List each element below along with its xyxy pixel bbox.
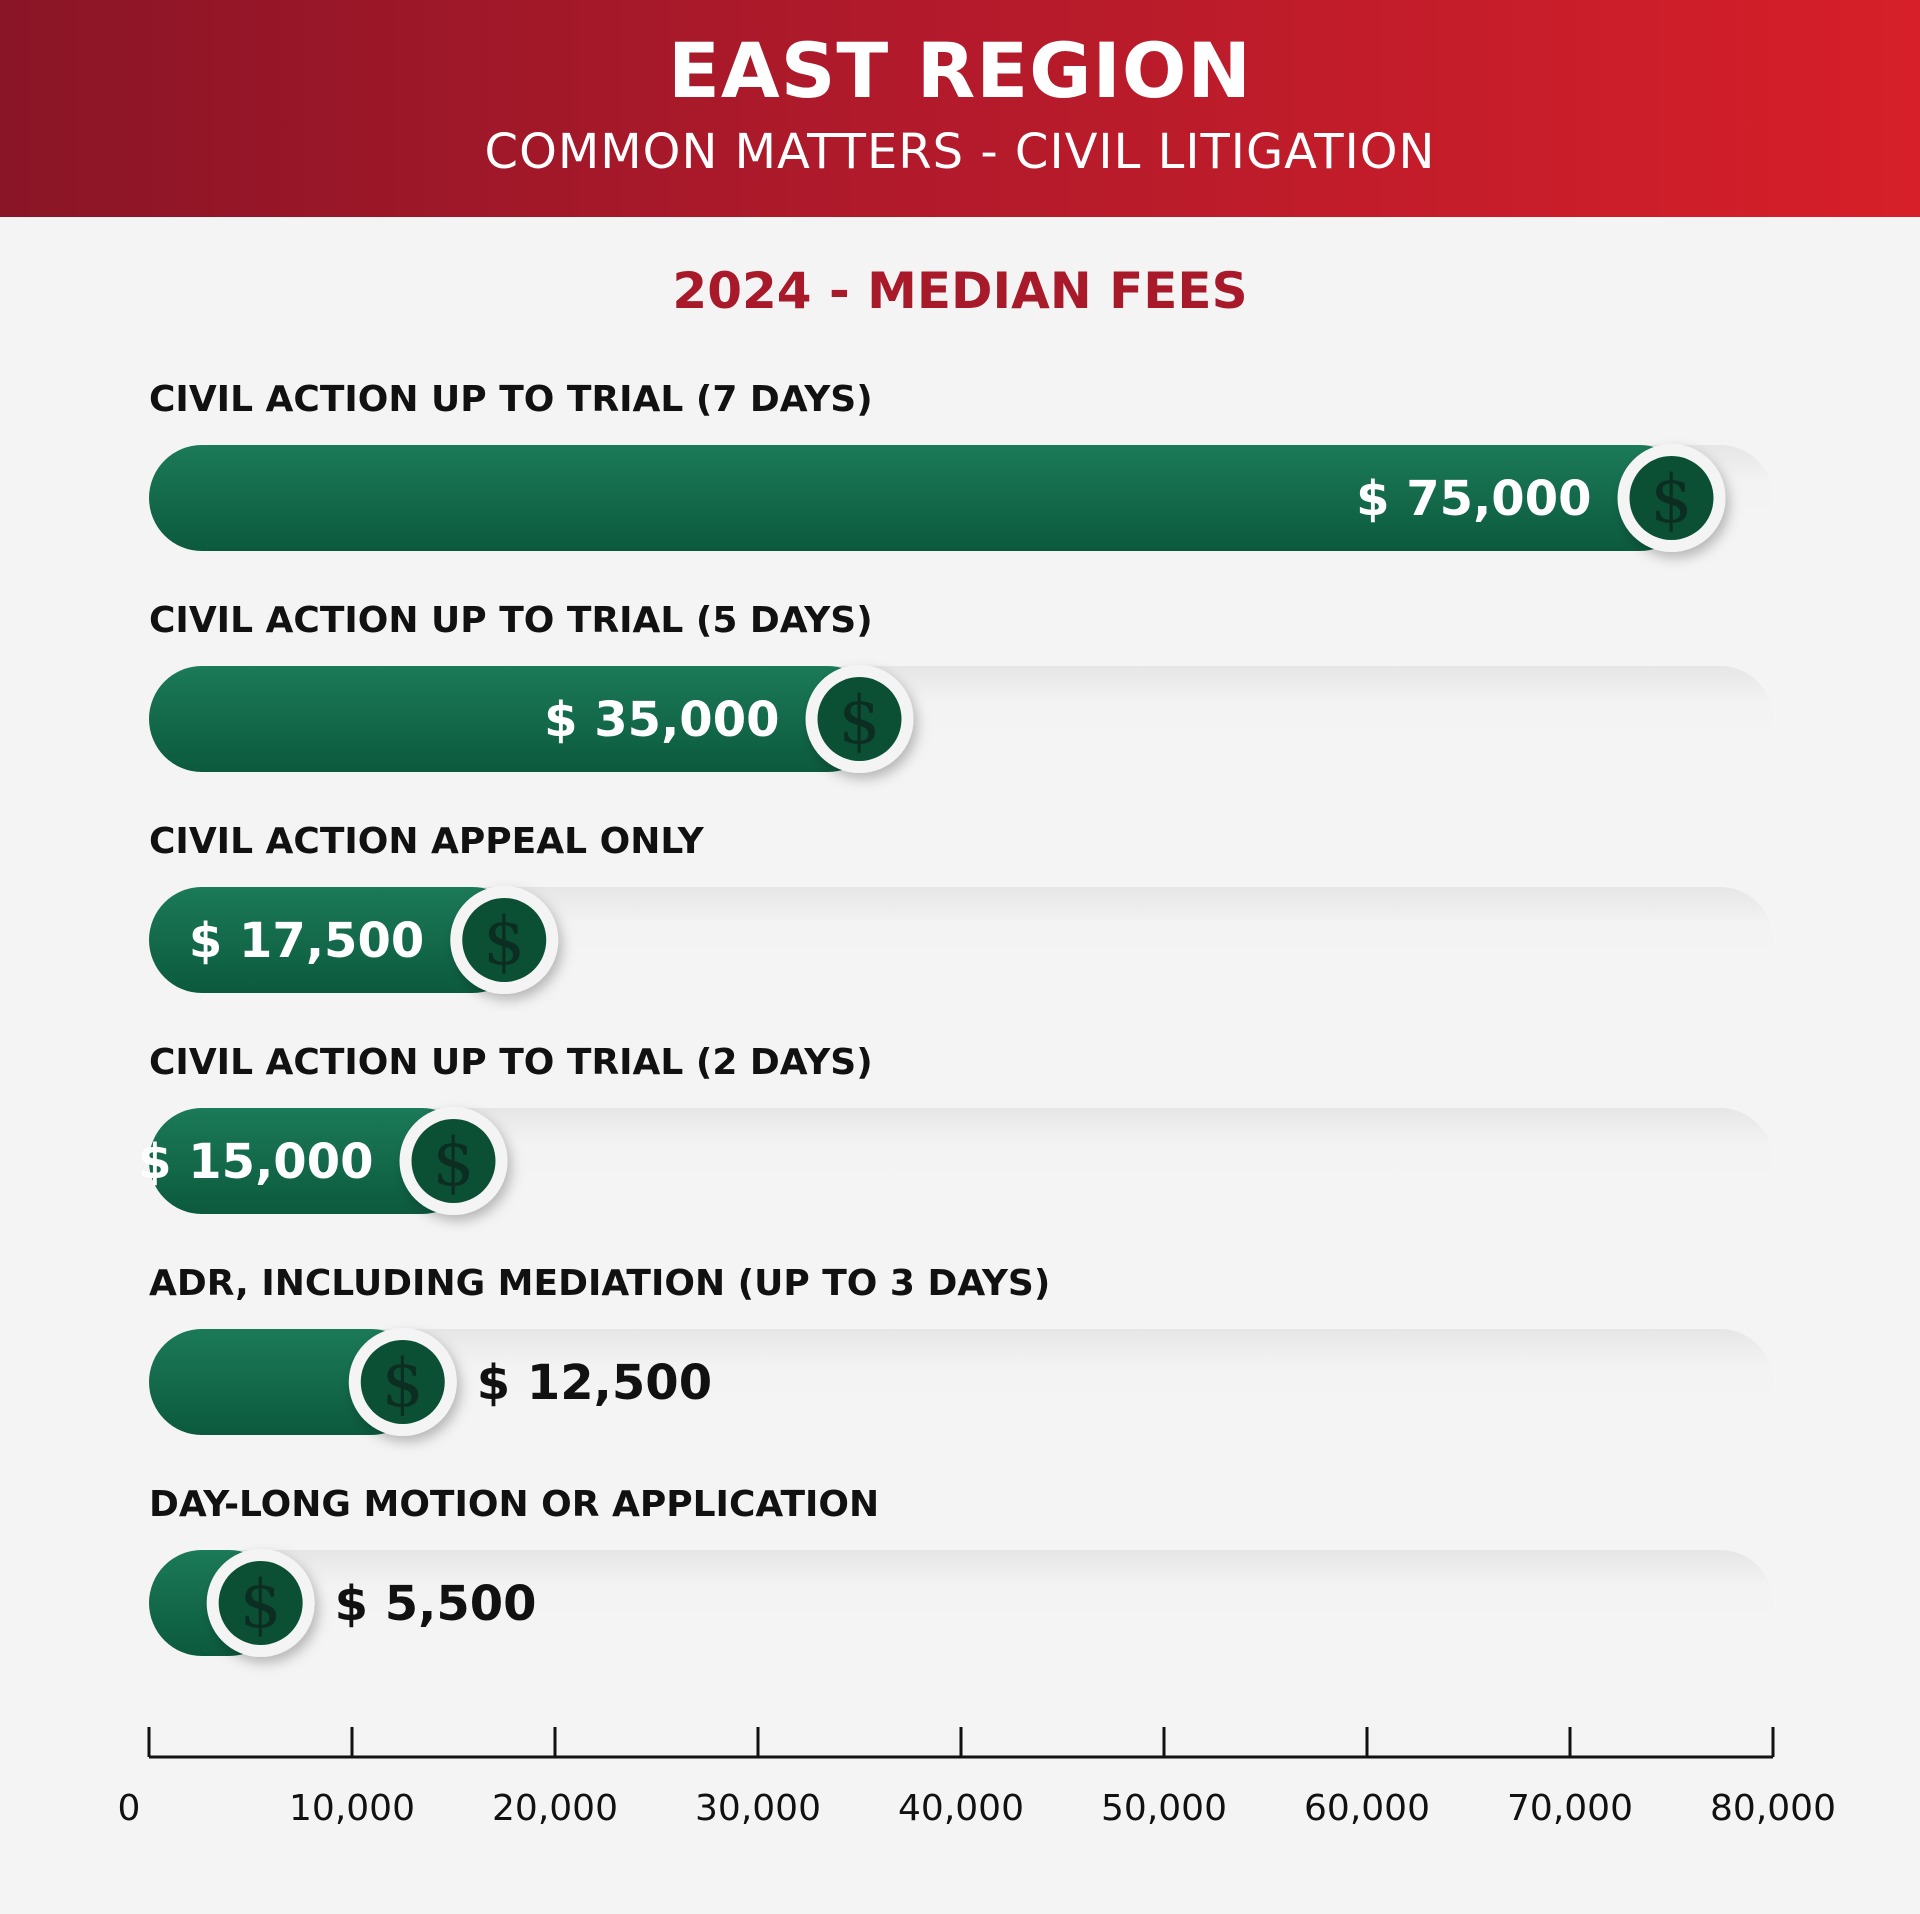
dollar-coin-icon bbox=[1618, 444, 1726, 552]
value-label: $ 15,000 bbox=[138, 1134, 374, 1190]
svg-text:$: $ bbox=[381, 1345, 424, 1422]
category-label: CIVIL ACTION UP TO TRIAL (2 DAYS) bbox=[149, 1042, 873, 1083]
dollar-coin-icon bbox=[450, 886, 558, 994]
svg-text:$: $ bbox=[239, 1566, 282, 1643]
svg-text:$: $ bbox=[838, 682, 881, 759]
x-tick-label: 30,000 bbox=[695, 1788, 821, 1829]
value-label: $ 12,500 bbox=[476, 1355, 713, 1411]
dollar-coin-icon bbox=[349, 1328, 457, 1436]
bar-row bbox=[138, 1042, 1773, 1215]
category-label: CIVIL ACTION UP TO TRIAL (7 DAYS) bbox=[149, 379, 873, 420]
value-label: $ 75,000 bbox=[1356, 471, 1592, 527]
value-label: $ 5,500 bbox=[334, 1576, 537, 1632]
category-label: ADR, INCLUDING MEDIATION (UP TO 3 DAYS) bbox=[149, 1263, 1051, 1304]
x-tick-label: 80,000 bbox=[1710, 1788, 1836, 1829]
x-tick-label: 70,000 bbox=[1507, 1788, 1633, 1829]
page-title: EAST REGION bbox=[667, 26, 1253, 115]
svg-text:$: $ bbox=[483, 903, 526, 980]
value-label: $ 35,000 bbox=[544, 692, 780, 748]
x-axis bbox=[118, 1727, 1836, 1829]
x-tick-label: 60,000 bbox=[1304, 1788, 1430, 1829]
category-label: CIVIL ACTION UP TO TRIAL (5 DAYS) bbox=[149, 600, 873, 641]
svg-text:$: $ bbox=[1650, 461, 1693, 538]
svg-text:$: $ bbox=[432, 1124, 475, 1201]
category-label: DAY-LONG MOTION OR APPLICATION bbox=[149, 1484, 880, 1525]
bar-row bbox=[149, 1263, 1773, 1436]
bar-row bbox=[149, 821, 1773, 994]
category-label: CIVIL ACTION APPEAL ONLY bbox=[149, 821, 704, 862]
chart-title: 2024 - MEDIAN FEES bbox=[672, 262, 1248, 320]
dollar-coin-icon bbox=[400, 1107, 508, 1215]
x-tick-label: 0 bbox=[117, 1788, 141, 1829]
x-tick-label: 20,000 bbox=[492, 1788, 618, 1829]
value-label: $ 17,500 bbox=[188, 913, 425, 969]
x-tick-label: 10,000 bbox=[289, 1788, 415, 1829]
x-tick-label: 50,000 bbox=[1101, 1788, 1227, 1829]
x-tick-label: 40,000 bbox=[898, 1788, 1024, 1829]
bar-row bbox=[149, 600, 1773, 773]
dollar-coin-icon bbox=[806, 665, 914, 773]
bar-row bbox=[149, 1484, 1773, 1657]
bar-row bbox=[149, 379, 1773, 552]
dollar-coin-icon bbox=[207, 1549, 315, 1657]
page-subtitle: COMMON MATTERS - CIVIL LITIGATION bbox=[484, 124, 1436, 180]
